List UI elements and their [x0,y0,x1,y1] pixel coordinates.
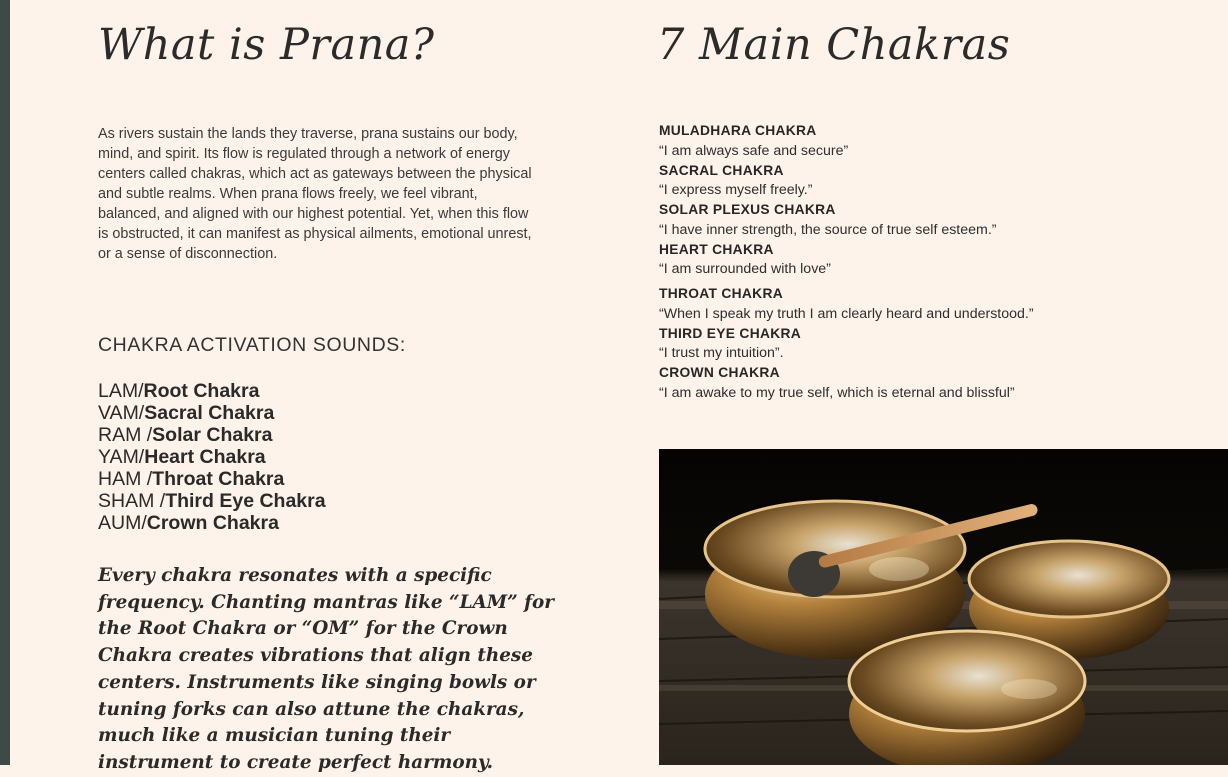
sound-item [98,424,326,446]
sound-item [98,512,326,534]
chakra-name: HEART CHAKRA [659,241,774,257]
singing-bowls-photo [659,449,1228,765]
chakra-entry [659,161,1219,201]
main-chakras-list [659,121,1219,403]
sound-item [98,468,326,490]
chakra-affirmation: “I am surrounded with love” [659,261,831,277]
sound-syllable: LAM/ [98,380,144,402]
chakra-name: THROAT CHAKRA [659,286,783,301]
sound-chakra: Root Chakra [143,380,260,402]
sound-syllable: VAM/ [98,402,145,424]
left-edge-strip [0,0,10,765]
chakra-entry [659,324,1219,364]
frequency-quote: Every chakra resonates with a specific frequency. Chanting mantras like “LAM” for the Root Chakra or “OM” for the Crown Chakra creates vibrations that align these centers. Instruments like singing bowls or tuning forks can also attune the chakras, much like a musician tuning their instrument to create perfect harmony. [98,565,554,773]
sound-syllable: SHAM / [98,490,166,512]
chakra-affirmation: “I have inner strength, the source of true self esteem.” [659,221,997,238]
sound-item [98,380,326,402]
sound-item [98,490,326,512]
sound-syllable: AUM/ [98,512,147,534]
sound-syllable: HAM / [98,468,153,490]
chakra-name: CROWN CHAKRA [659,365,780,380]
chakra-entry [659,121,1219,161]
chakra-name: THIRD EYE CHAKRA [659,325,802,341]
chakra-affirmation: “When I speak my truth I am clearly heard and understood.” [659,305,1034,322]
sound-chakra: Heart Chakra [144,446,266,468]
page-title-prana: What is Prana? [98,20,435,70]
chakra-name: SACRAL CHAKRA [659,162,784,178]
page-title-chakras: 7 Main Chakras [657,20,1011,70]
sound-chakra: Crown Chakra [146,512,279,534]
chakra-affirmation: “I trust my intuition”. [659,345,784,361]
sound-chakra: Throat Chakra [152,468,285,490]
sound-chakra: Third Eye Chakra [165,490,326,512]
chakra-affirmation: “I express myself freely.” [659,182,813,198]
chakra-affirmation: “I am always safe and secure” [659,142,849,159]
chakra-entry [659,284,1219,324]
chakra-affirmation: “I am awake to my true self, which is eternal and blissful” [659,384,1015,401]
sound-item [98,446,326,468]
sounds-heading: CHAKRA ACTIVATION SOUNDS: [98,334,406,356]
sound-chakra: Sacral Chakra [144,402,275,424]
chakra-entry [659,200,1219,240]
chakra-name: SOLAR PLEXUS CHAKRA [659,202,836,217]
prana-intro-paragraph: As rivers sustain the lands they traverse, prana sustains our body, mind, and spirit. Its flow is regulated through a network of energy centers called chakras, which act as gateways between the physical and subtle realms. When prana flows freely, we feel vibrant, balanced, and aligned with our highest potential. Yet, when this flow is obstructed, it can manifest as physical ailments, emotional unrest, or a sense of disconnection. [98,126,532,262]
activation-sounds-list [98,380,326,534]
sound-syllable: RAM / [98,424,153,446]
chakra-entry [659,240,1219,280]
sound-item [98,402,326,424]
chakra-entry [659,363,1219,403]
sound-chakra: Solar Chakra [152,424,273,446]
sound-syllable: YAM/ [98,446,145,468]
chakra-name: MULADHARA CHAKRA [659,123,817,138]
